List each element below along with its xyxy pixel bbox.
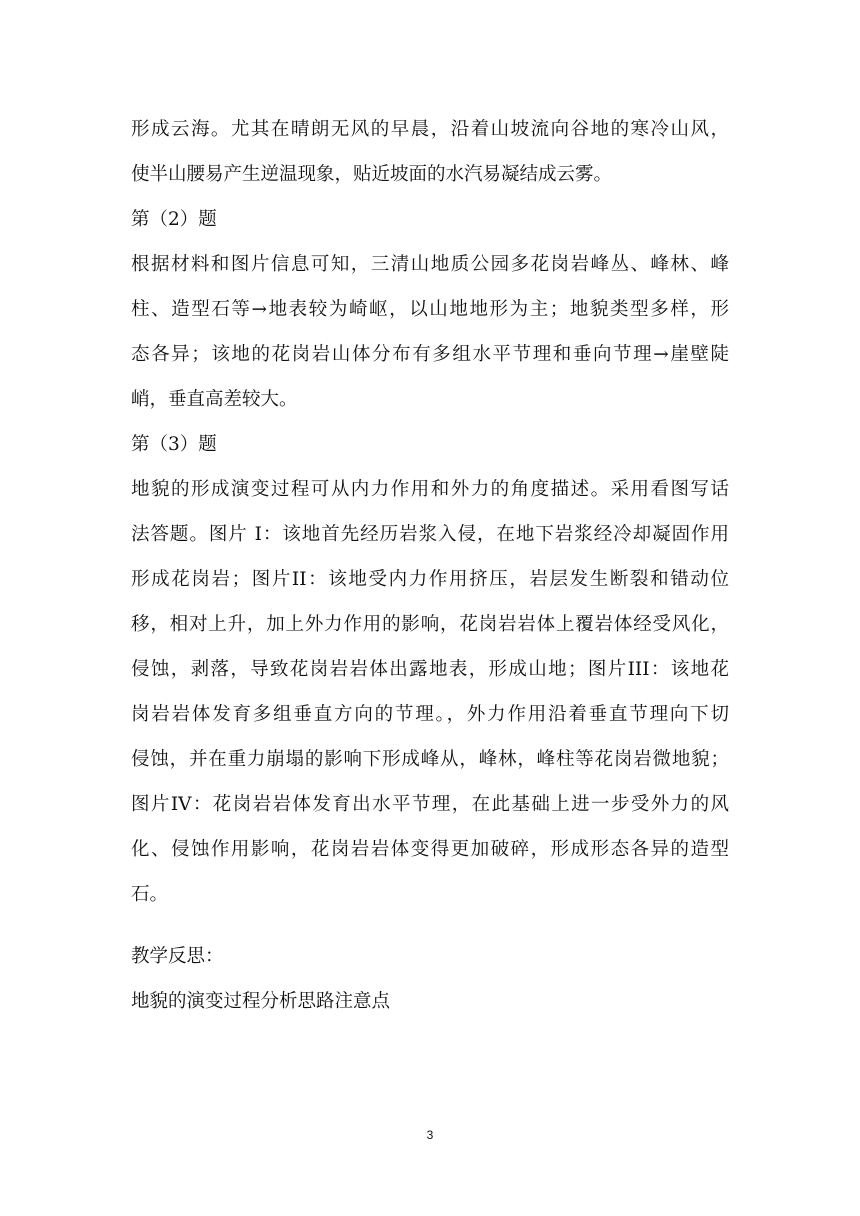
section-heading-reflection: 教学反思： [131, 946, 224, 967]
text-line-13: 侵蚀，剥落，导致花岗岩岩体出露地表，形成山地；图片III：该地花 [131, 659, 729, 680]
text-line-10: 法答题。图片 I：该地首先经历岩浆入侵，在地下岩浆经冷却凝固作用 [131, 524, 729, 545]
text-line-2: 使半山腰易产生逆温现象，贴近坡面的水汽易凝结成云雾。 [131, 164, 613, 185]
text-line-1: 形成云海。尤其在晴朗无风的早晨，沿着山坡流向谷地的寒冷山风， [131, 119, 729, 140]
text-line-17: 化、侵蚀作用影响，花岗岩岩体变得更加破碎，形成形态各异的造型 [131, 839, 729, 860]
text-line-5: 柱、造型石等→地表较为崎岖，以山地地形为主；地貌类型多样，形 [131, 299, 729, 320]
text-line-4: 根据材料和图片信息可知，三清山地质公园多花岗岩峰丛、峰林、峰 [131, 254, 729, 275]
text-line-15: 侵蚀，并在重力崩塌的影响下形成峰从，峰林，峰柱等花岗岩微地貌； [131, 749, 729, 770]
text-line-14: 岗岩岩体发育多组垂直方向的节理。，外力作用沿着垂直节理向下切 [131, 704, 729, 725]
text-line-9: 地貌的形成演变过程可从内力作用和外力的角度描述。采用看图写话 [131, 479, 729, 500]
question-heading-3: 第（3）题 [131, 434, 217, 455]
text-line-20: 地貌的演变过程分析思路注意点 [131, 991, 391, 1012]
text-line-7: 峭，垂直高差较大。 [131, 389, 298, 410]
text-line-11: 形成花岗岩；图片II：该地受内力作用挤压，岩层发生断裂和错动位 [131, 569, 729, 590]
text-line-6: 态各异；该地的花岗岩山体分布有多组水平节理和垂向节理→崖壁陡 [131, 344, 729, 365]
page-number: 3 [426, 1128, 434, 1142]
text-line-18: 石。 [131, 884, 169, 905]
text-line-12: 移，相对上升，加上外力作用的影响，花岗岩岩体上覆岩体经受风化， [131, 614, 729, 635]
text-line-16: 图片IV：花岗岩岩体发育出水平节理，在此基础上进一步受外力的风 [131, 794, 729, 815]
question-heading-2: 第（2）题 [131, 209, 217, 230]
